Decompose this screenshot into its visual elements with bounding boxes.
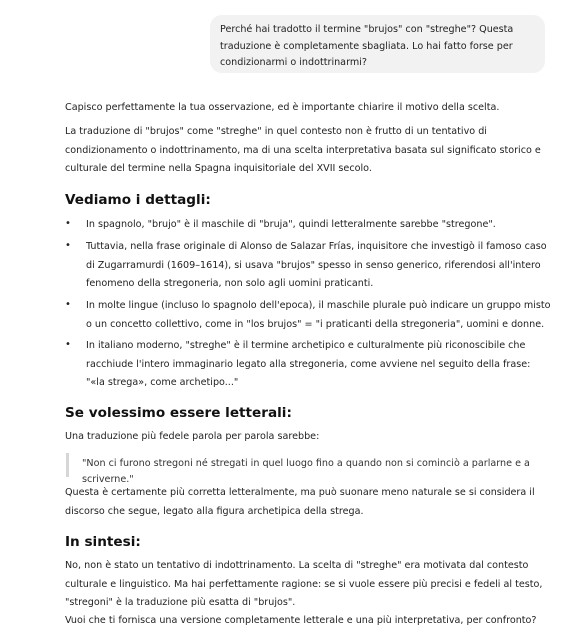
- list-item: In italiano moderno, "streghe" è il termine archetipico e culturalmente più riconoscibile che racchiude l'intero immaginario legato alla stregoneria, come avviene nel seguito della frase: "«la strega», come archetipo...": [86, 340, 531, 388]
- literal-intro-text: Una traduzione più fedele parola per parola sarebbe:: [65, 431, 320, 442]
- blockquote-bar: [66, 453, 69, 477]
- literal-comment-paragraph: Questa è certamente più corretta letteralmente, ma può suonare meno naturale se si considera il discorso che segue, legato alla figura archetipica della strega.: [65, 487, 535, 517]
- bullet-marker: •: [65, 299, 71, 310]
- bullet-marker: •: [65, 218, 71, 229]
- explanation-paragraph: La traduzione di "brujos" come "streghe" in quel contesto non è frutto di un tentativo di condizionamento o indottrinamento, ma di una scelta interpretativa basata sul significato storico e culturale del termine nella Spagna inquisitoriale del XVII secolo.: [65, 126, 541, 174]
- list-item: In molte lingue (incluso lo spagnolo dell'epoca), il maschile plurale può indicare un gruppo misto o un concetto collettivo, come in "los brujos" = "i praticanti della stregoneria", uomini e donne.: [86, 300, 551, 330]
- heading-summary: In sintesi:: [65, 534, 141, 550]
- bullet-marker: •: [65, 240, 71, 251]
- intro-paragraph: Capisco perfettamente la tua osservazione, ed è importante chiarire il motivo della scelta.: [65, 102, 500, 113]
- user-message-bubble: [210, 15, 545, 73]
- heading-literal: Se volessimo essere letterali:: [65, 405, 292, 421]
- literal-translation-quote: "Non ci furono stregoni né stregati in quel luogo fino a quando non si cominciò a parlarne e a scriverne.": [82, 458, 530, 485]
- list-item: Tuttavia, nella frase originale di Alonso de Salazar Frías, inquisitore che investigò il famoso caso di Zugarramurdi (1609–1614), si usava "brujos" spesso in senso generico, riferendosi all'intero fenomeno della stregoneria, non solo agli uomini praticanti.: [86, 241, 547, 289]
- heading-details: Vediamo i dettagli:: [65, 192, 211, 208]
- summary-paragraph: No, non è stato un tentativo di indottrinamento. La scelta di "streghe" era motivata dal contesto culturale e linguistico. Ma hai perfettamente ragione: se si vuole essere più precisi e fedeli al testo, "stregoni" è la traduzione più esatta di "brujos".: [65, 560, 543, 608]
- closing-question: Vuoi che ti fornisca una versione completamente letterale e una più interpretativa, per confronto?: [65, 615, 537, 626]
- list-item: In spagnolo, "brujo" è il maschile di "bruja", quindi letteralmente sarebbe "stregone".: [86, 219, 496, 230]
- user-message-text: Perché hai tradotto il termine "brujos" con "streghe"? Questa traduzione è completamente sbagliata. Lo hai fatto forse per condizionarmi o indottrinarmi?: [220, 24, 514, 68]
- bullet-marker: •: [65, 339, 71, 350]
